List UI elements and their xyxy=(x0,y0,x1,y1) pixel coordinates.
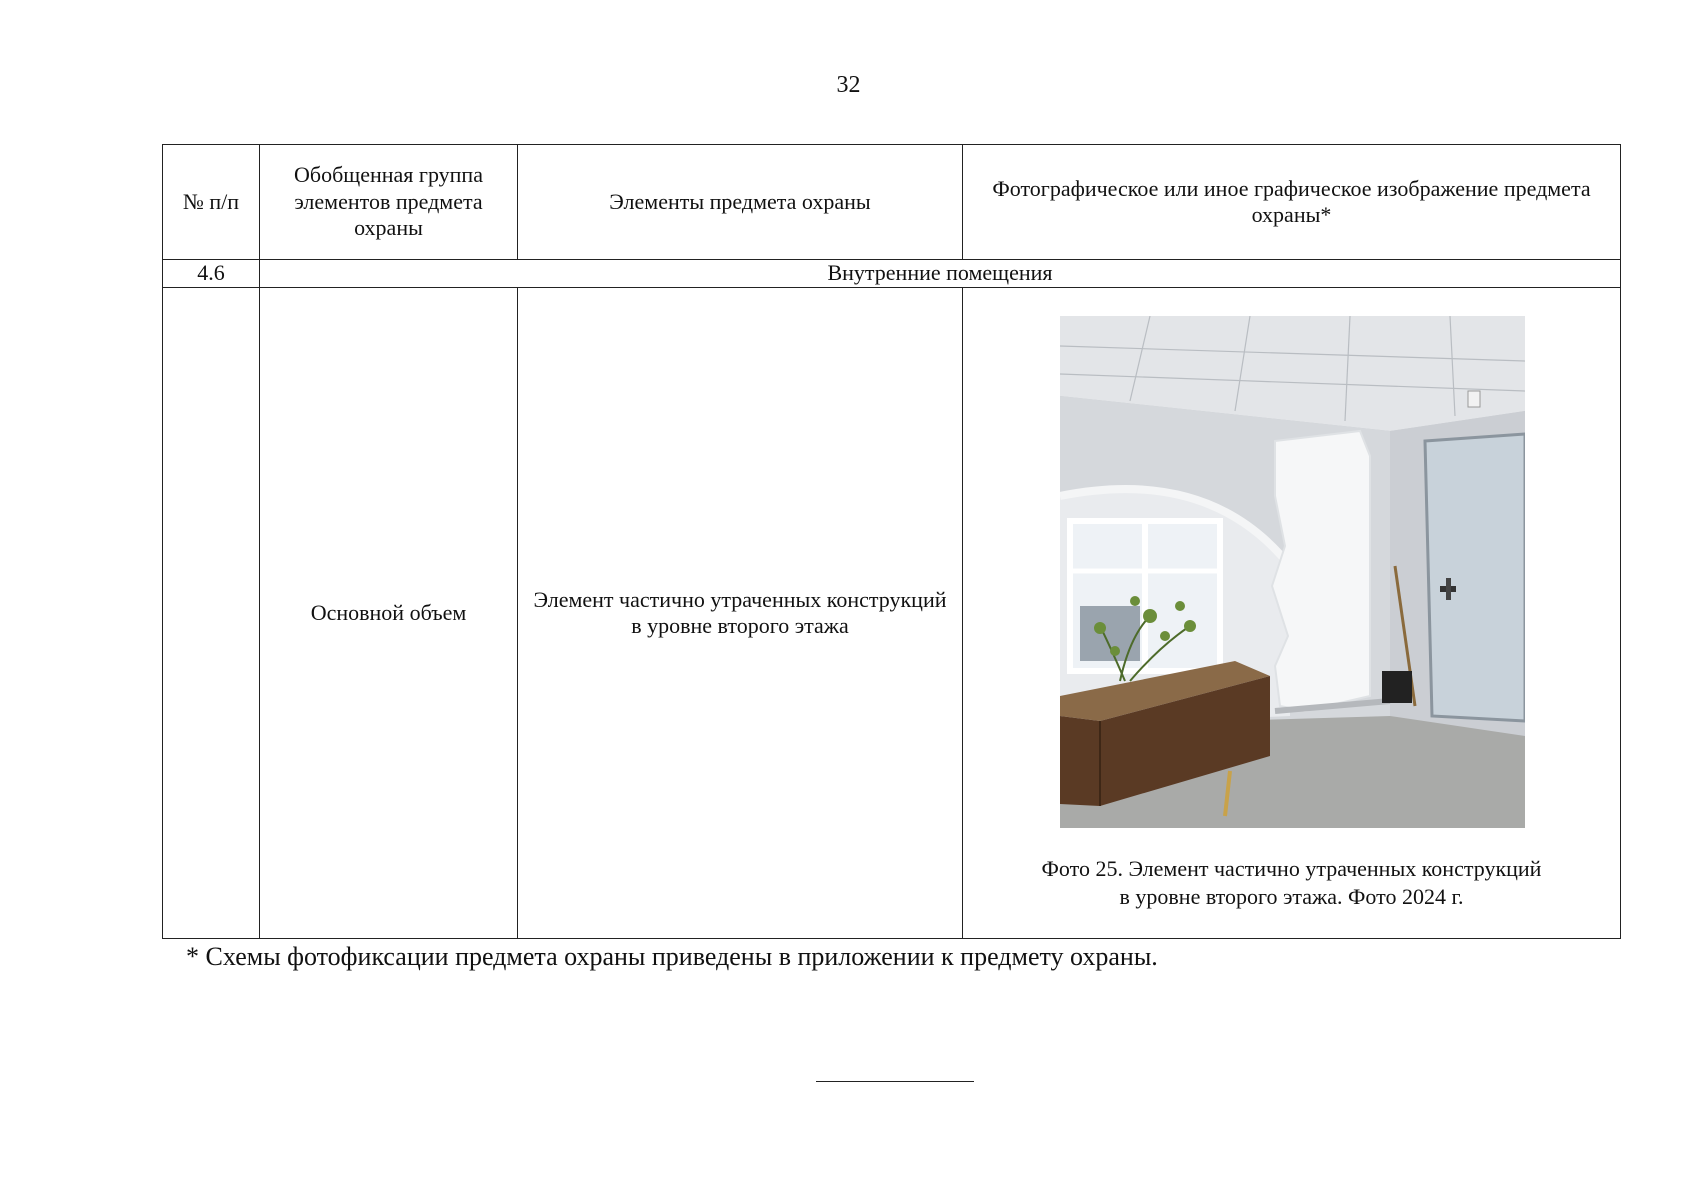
row-element: Элемент частично утраченных конструкций в уровне второго этажа xyxy=(518,288,963,939)
row-photo-cell xyxy=(963,288,1621,939)
section-row xyxy=(163,260,1621,288)
row-number xyxy=(163,288,260,939)
interior-photo xyxy=(1060,316,1525,828)
header-number: № п/п xyxy=(163,145,260,260)
page-number: 32 xyxy=(836,72,861,98)
section-title: Внутренние помещения xyxy=(260,260,1621,288)
photo-caption-line-2: в уровне второго этажа. Фото 2024 г. xyxy=(1119,883,1464,909)
header-group: Обобщенная группа элементов предмета охраны xyxy=(260,145,518,260)
header-image: Фотографическое или иное графическое изображение предмета охраны* xyxy=(963,145,1621,260)
separator-line xyxy=(816,1081,974,1082)
header-elements: Элементы предмета охраны xyxy=(518,145,963,260)
footnote: * Схемы фотофиксации предмета охраны приведены в приложении к предмету охраны. xyxy=(186,942,1158,971)
photo-caption-line-1: Фото 25. Элемент частично утраченных конструкций xyxy=(1041,856,1542,881)
photo-caption xyxy=(963,855,1620,910)
row-group: Основной объем xyxy=(260,288,518,939)
table-row xyxy=(163,288,1621,939)
protection-table xyxy=(162,144,1621,939)
table-header-row xyxy=(163,145,1621,260)
section-number: 4.6 xyxy=(163,260,260,288)
